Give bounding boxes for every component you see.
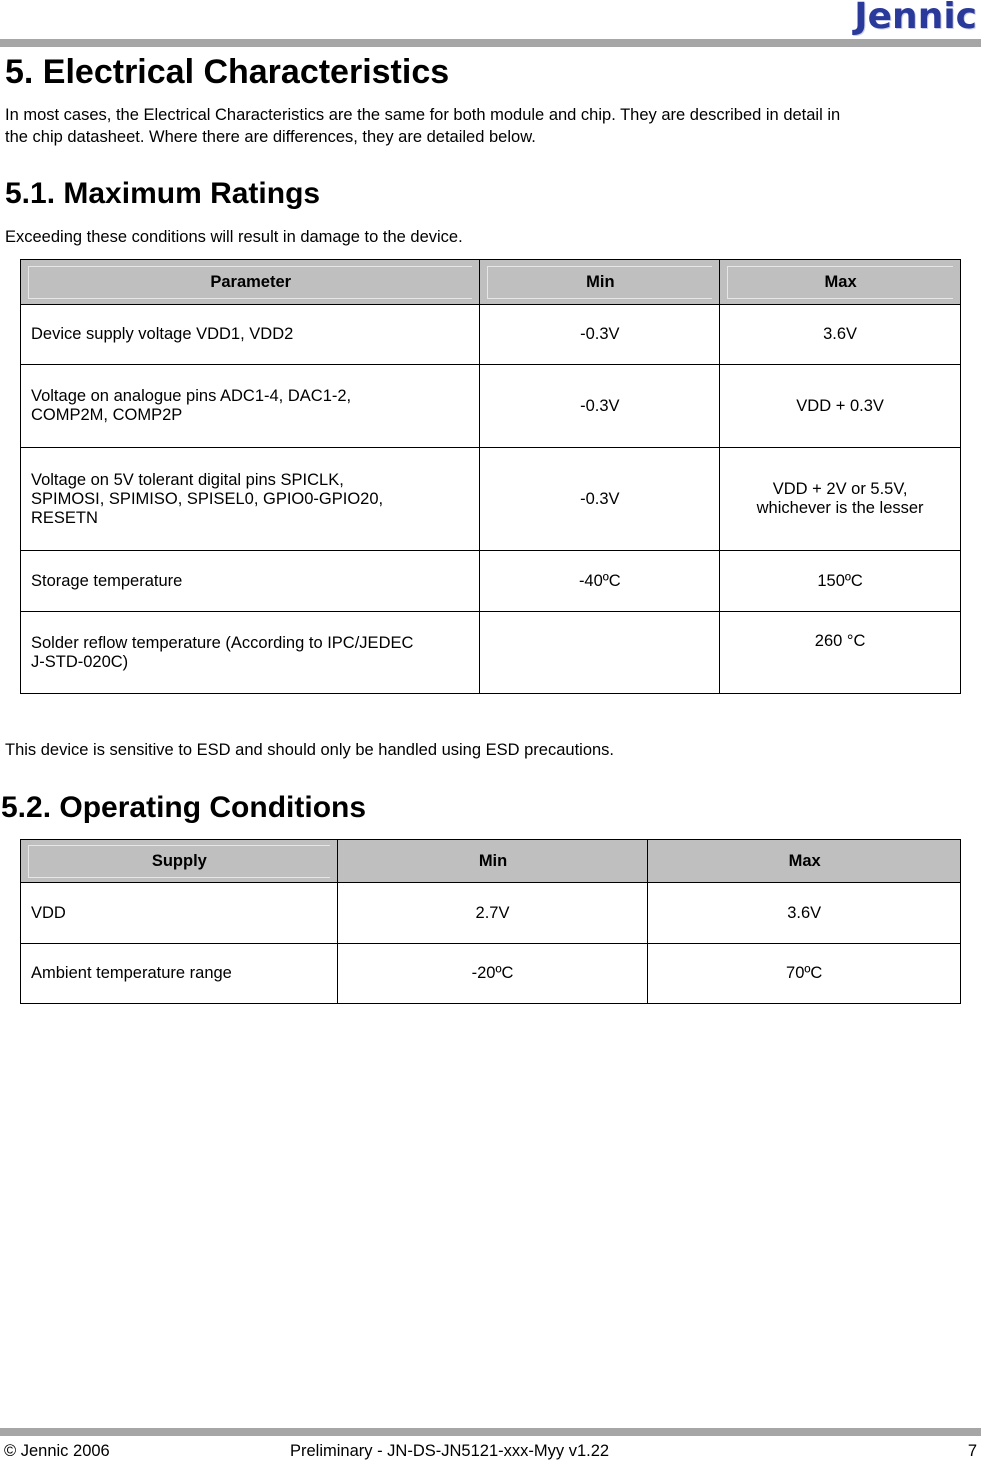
param-cell: Device supply voltage VDD1, VDD2	[21, 305, 480, 365]
param-cell: Solder reflow temperature (According to IPC/JEDEC J-STD-020C)	[21, 612, 480, 694]
param-cell: Voltage on analogue pins ADC1-4, DAC1-2, COMP2M, COMP2P	[21, 365, 480, 448]
footer-copyright: © Jennic 2006	[4, 1442, 110, 1460]
subsection-title-operating-conditions: 5.2. Operating Conditions	[1, 791, 367, 824]
min-cell: -40ºC	[480, 551, 720, 612]
footer-rule	[0, 1428, 981, 1436]
header-min: Min	[337, 840, 648, 883]
min-cell: -0.3V	[480, 448, 720, 551]
param-cell: Voltage on 5V tolerant digital pins SPICLK, SPIMOSI, SPIMISO, SPISEL0, GPIO0-GPIO20, RESETN	[21, 448, 480, 551]
header-parameter: Parameter	[21, 260, 480, 305]
max-cell: VDD + 2V or 5.5V, whichever is the lesser	[720, 448, 961, 551]
table-row	[21, 365, 961, 448]
operating-conditions-table	[20, 839, 961, 1004]
header-rule	[0, 39, 981, 47]
max-cell: VDD + 0.3V	[720, 365, 961, 448]
param-cell: Storage temperature	[21, 551, 480, 612]
max-cell: 70ºC	[648, 944, 961, 1004]
intro-line-2: the chip datasheet. Where there are differences, they are detailed below.	[5, 128, 536, 146]
footer-doc-id: Preliminary - JN-DS-JN5121-xxx-Myy v1.22	[290, 1442, 610, 1460]
table-header-row	[21, 840, 961, 883]
footer-page-number: 7	[967, 1442, 977, 1460]
section-title: 5. Electrical Characteristics	[5, 53, 450, 91]
table-row	[21, 448, 961, 551]
supply-cell: VDD	[21, 883, 338, 944]
min-cell: -0.3V	[480, 365, 720, 448]
header-max: Max	[648, 840, 961, 883]
min-cell: 2.7V	[337, 883, 648, 944]
table-row	[21, 612, 961, 694]
table-row	[21, 883, 961, 944]
header-min: Min	[480, 260, 720, 305]
subsection-title-max-ratings: 5.1. Maximum Ratings	[5, 177, 321, 210]
min-cell	[480, 612, 720, 694]
header-supply: Supply	[21, 840, 338, 883]
min-cell: -20ºC	[337, 944, 648, 1004]
max-cell: 3.6V	[720, 305, 961, 365]
intro-line-1: In most cases, the Electrical Characteristics are the same for both module and chip. They are described in detail in	[5, 106, 841, 124]
min-cell: -0.3V	[480, 305, 720, 365]
max-cell: 260 °C	[720, 612, 961, 694]
table-header-row	[21, 260, 961, 305]
max-ratings-table	[20, 259, 961, 694]
max-cell: 150ºC	[720, 551, 961, 612]
esd-note: This device is sensitive to ESD and should only be handled using ESD precautions.	[5, 741, 615, 759]
max-ratings-intro: Exceeding these conditions will result in damage to the device.	[5, 228, 463, 246]
table-row	[21, 944, 961, 1004]
max-cell: 3.6V	[648, 883, 961, 944]
table-row	[21, 551, 961, 612]
jennic-logo: Jennic	[854, 0, 977, 37]
header-max: Max	[720, 260, 961, 305]
supply-cell: Ambient temperature range	[21, 944, 338, 1004]
table-row	[21, 305, 961, 365]
